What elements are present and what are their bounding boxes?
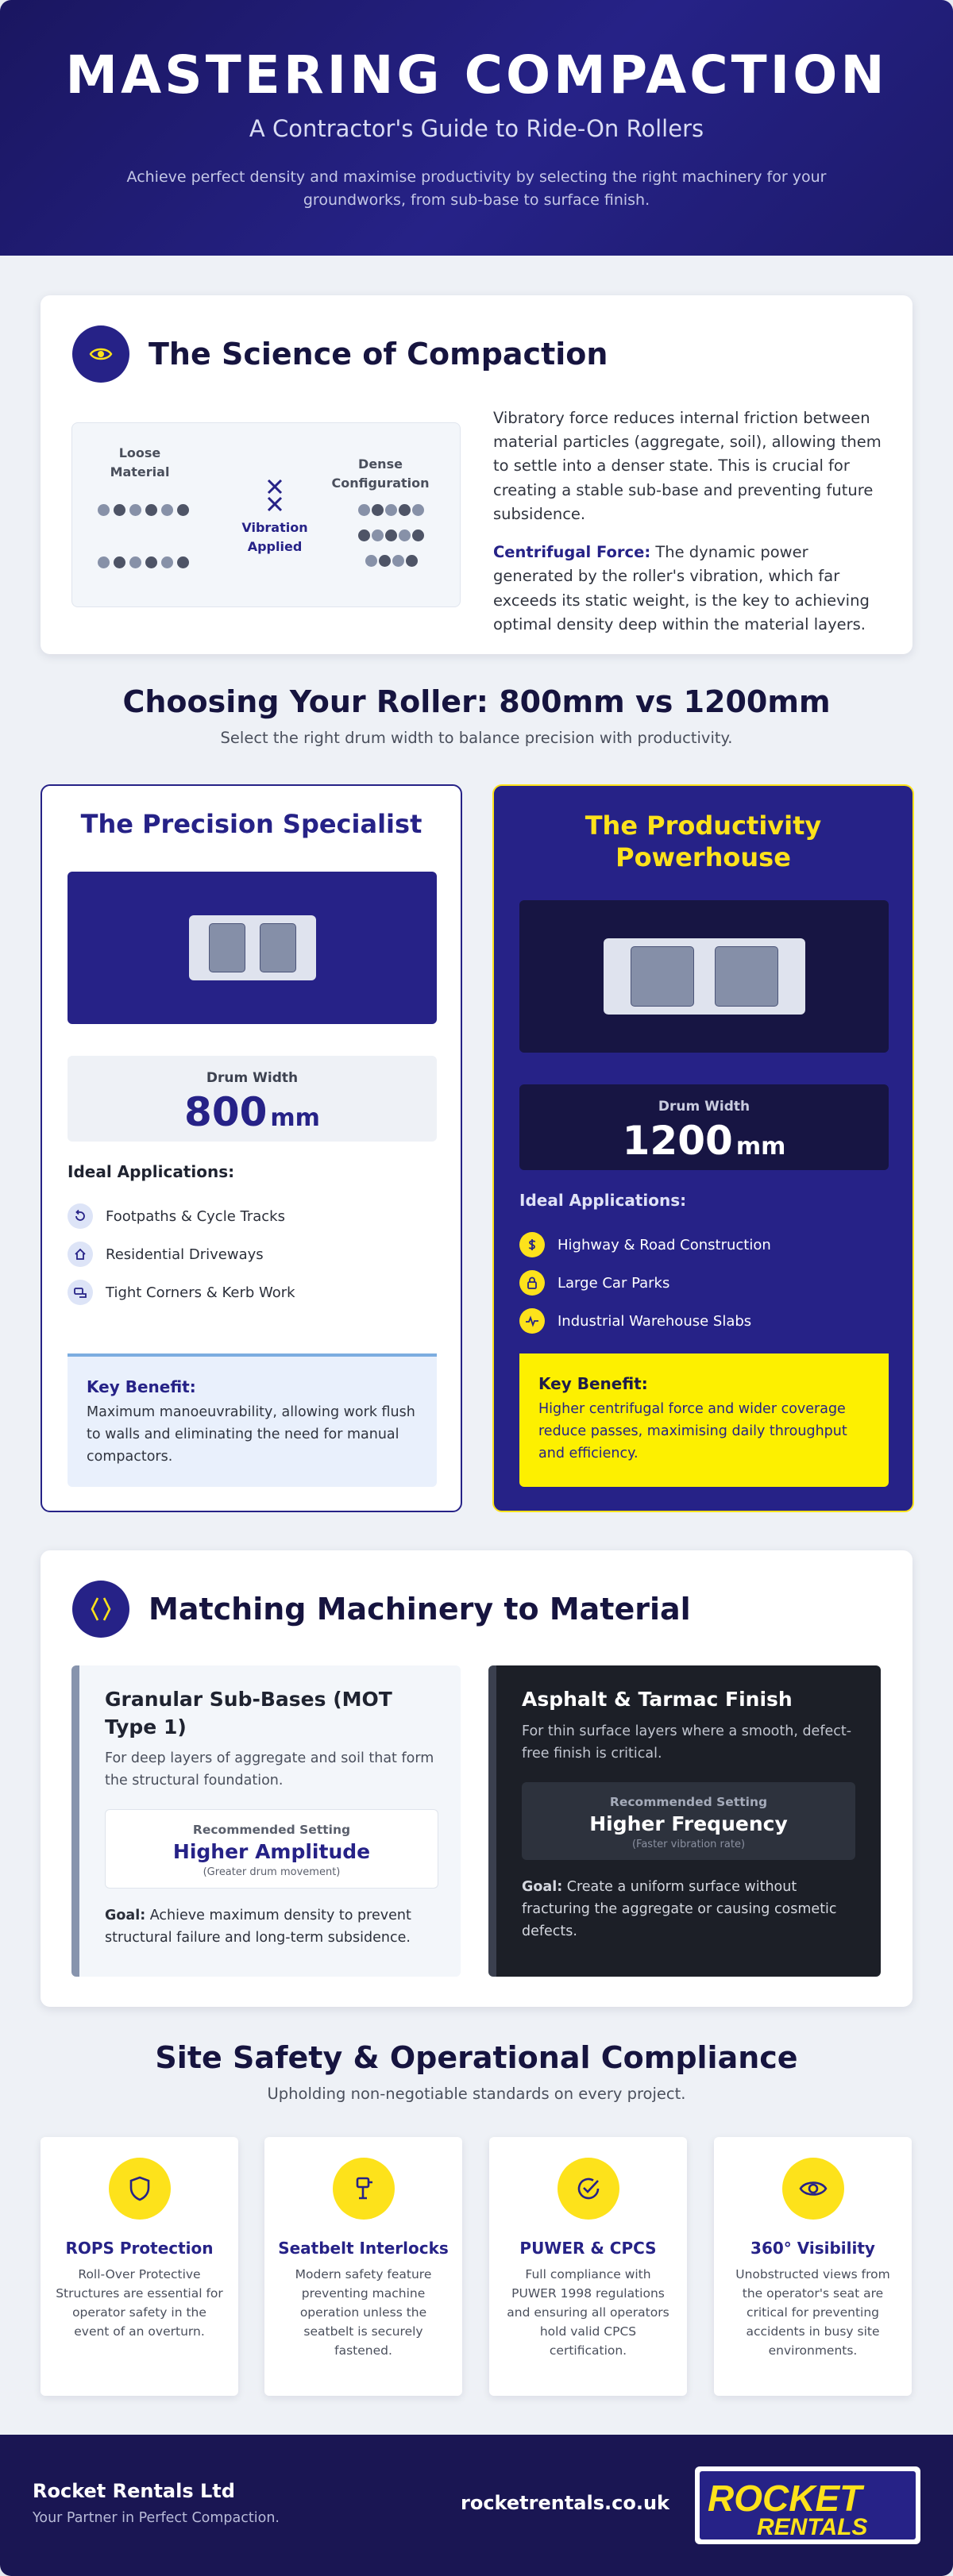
safety-card-seatbelt xyxy=(264,2137,462,2396)
goal-label: Goal: xyxy=(105,1908,146,1923)
list-item xyxy=(68,1235,295,1273)
centrifugal-label: Centrifugal Force: xyxy=(493,543,651,562)
drum-width-unit: mm xyxy=(735,1133,786,1161)
productivity-title: The Productivity Powerhouse xyxy=(585,811,822,872)
footer xyxy=(0,2435,953,2576)
compaction-diagram xyxy=(71,422,461,607)
recommended-label: Recommended Setting xyxy=(609,1794,768,1809)
logo-text-rentals: RENTALS xyxy=(757,2514,868,2539)
particle xyxy=(129,504,141,516)
loop-arrow-icon xyxy=(68,1203,93,1229)
safety-card-title: 360° Visibility xyxy=(750,2239,875,2258)
safety-card-title: ROPS Protection xyxy=(65,2239,214,2258)
choosing-title: Choosing Your Roller: 800mm vs 1200mm xyxy=(122,684,831,719)
particle xyxy=(358,529,370,541)
productivity-roller-card xyxy=(492,784,914,1512)
particle xyxy=(114,556,125,568)
roller-drum xyxy=(631,946,694,1007)
asphalt-description: For thin surface layers where a smooth, defect-free finish is critical. xyxy=(522,1723,852,1762)
centrifugal-text: The dynamic power generated by the roller's vibration, which far exceeds its static weight, is the key to achieving optimal density deep within the material layers. xyxy=(493,543,870,633)
recommended-label: Recommended Setting xyxy=(192,1823,351,1837)
eye-icon xyxy=(782,2158,844,2220)
application-label: Residential Driveways xyxy=(106,1246,264,1263)
science-card xyxy=(41,295,912,654)
page-title: MASTERING COMPACTION xyxy=(65,44,888,106)
lock-icon xyxy=(519,1270,545,1296)
key-benefit-label: Key Benefit: xyxy=(538,1374,648,1393)
goal-text: Create a uniform surface without fracturing the aggregate or causing cosmetic defects. xyxy=(522,1878,837,1939)
particle xyxy=(399,529,411,541)
safety-card-puwer xyxy=(489,2137,687,2396)
dollar-icon xyxy=(519,1232,545,1257)
application-label: Industrial Warehouse Slabs xyxy=(558,1312,752,1330)
particle xyxy=(379,555,391,567)
safety-card-rops xyxy=(41,2137,238,2396)
logo-text-rocket: ROCKET xyxy=(708,2478,862,2519)
dense-dots-row-1 xyxy=(358,504,424,516)
roller-frame xyxy=(189,915,316,980)
safety-card-title: PUWER & CPCS xyxy=(519,2239,657,2258)
recommended-setting-box xyxy=(105,1809,438,1889)
goal-label: Goal: xyxy=(522,1878,563,1895)
drum-width-label: Drum Width xyxy=(658,1099,750,1115)
logo-badge xyxy=(700,2471,916,2539)
granular-title: Granular Sub-Bases (MOT Type 1) xyxy=(105,1688,392,1739)
seatbelt-icon xyxy=(333,2158,395,2220)
vibration-applied-label: Vibration Applied xyxy=(241,520,308,554)
safety-subtitle: Upholding non-negotiable standards on every project. xyxy=(267,2085,686,2103)
applications-list xyxy=(68,1197,295,1311)
key-benefit-text: Maximum manoeuvrability, allowing work flush to walls and eliminating the need for manual compactors. xyxy=(87,1404,415,1465)
ideal-applications-heading: Ideal Applications: xyxy=(519,1191,687,1210)
asphalt-goal xyxy=(522,1876,855,1943)
science-text xyxy=(493,406,882,637)
list-item xyxy=(519,1264,771,1302)
pulse-icon xyxy=(519,1308,545,1334)
particle xyxy=(392,555,404,567)
particle xyxy=(114,504,125,516)
safety-card-text: Full compliance with PUWER 1998 regulations and ensuring all operators hold valid CPCS certification. xyxy=(507,2267,669,2358)
code-brackets-icon xyxy=(72,1581,129,1638)
particle xyxy=(412,529,424,541)
roller-800-illustration xyxy=(68,872,437,1024)
applications-list xyxy=(519,1226,771,1340)
dense-dots-row-3 xyxy=(365,555,418,567)
roller-frame xyxy=(604,938,805,1015)
particle xyxy=(145,504,157,516)
recommended-note: (Greater drum movement) xyxy=(203,1866,341,1878)
science-title: The Science of Compaction xyxy=(149,337,608,372)
roller-1200-illustration xyxy=(519,900,889,1053)
matching-card xyxy=(41,1550,912,2007)
particle xyxy=(161,556,173,568)
roller-drum xyxy=(715,946,778,1007)
hero-header xyxy=(0,0,953,256)
granular-description: For deep layers of aggregate and soil that form the structural foundation. xyxy=(105,1750,434,1789)
application-label: Footpaths & Cycle Tracks xyxy=(106,1207,285,1225)
loose-dots-row-2 xyxy=(98,556,189,568)
loose-dots-row-1 xyxy=(98,504,189,516)
application-label: Tight Corners & Kerb Work xyxy=(106,1284,295,1301)
key-benefit-box xyxy=(519,1353,889,1487)
company-name: Rocket Rentals Ltd xyxy=(33,2480,235,2502)
eye-icon xyxy=(72,325,129,383)
key-benefit-box xyxy=(68,1353,437,1487)
particle xyxy=(145,556,157,568)
key-benefit-label: Key Benefit: xyxy=(87,1377,196,1396)
precision-roller-card xyxy=(41,784,462,1512)
science-paragraph-2 xyxy=(493,541,882,637)
ideal-applications-heading: Ideal Applications: xyxy=(68,1162,235,1181)
page-description: Achieve perfect density and maximise productivity by selecting the right machinery for your groundworks, from sub-base to surface finish. xyxy=(126,168,827,210)
dense-config-label: Dense Configuration xyxy=(331,456,430,491)
page-subtitle: A Contractor's Guide to Ride-On Rollers xyxy=(249,115,704,142)
drum-width-number: 1200 xyxy=(622,1118,733,1164)
particle xyxy=(129,556,141,568)
particle xyxy=(177,504,189,516)
goal-text: Achieve maximum density to prevent structural failure and long-term subsidence. xyxy=(105,1908,411,1946)
particle xyxy=(358,504,370,516)
drum-width-label: Drum Width xyxy=(206,1070,299,1086)
recommended-setting-box xyxy=(522,1782,855,1860)
drum-width-value xyxy=(68,1089,437,1135)
drum-width-box xyxy=(68,1056,437,1142)
loose-material-label: Loose Material xyxy=(110,445,170,479)
corner-route-icon xyxy=(68,1280,93,1305)
particle xyxy=(98,556,110,568)
list-item xyxy=(68,1273,295,1311)
list-item xyxy=(519,1226,771,1264)
list-item xyxy=(68,1197,295,1235)
recommended-value: Higher Amplitude xyxy=(172,1840,371,1863)
granular-goal xyxy=(105,1904,435,1949)
matching-heading xyxy=(72,1581,881,1638)
check-circle-icon xyxy=(558,2158,619,2220)
particle xyxy=(161,504,173,516)
matching-title: Matching Machinery to Material xyxy=(149,1592,691,1627)
particle xyxy=(385,504,397,516)
house-icon xyxy=(68,1242,93,1267)
safety-title: Site Safety & Operational Compliance xyxy=(155,2040,798,2075)
particle xyxy=(98,504,110,516)
asphalt-panel xyxy=(488,1665,881,1977)
safety-card-visibility xyxy=(714,2137,912,2396)
shield-icon xyxy=(109,2158,171,2220)
particle xyxy=(177,556,189,568)
asphalt-title: Asphalt & Tarmac Finish xyxy=(522,1688,793,1711)
dense-dots-row-2 xyxy=(358,529,424,541)
drum-width-unit: mm xyxy=(270,1104,320,1132)
key-benefit-text: Higher centrifugal force and wider coverage reduce passes, maximising daily throughput and efficiency. xyxy=(538,1401,847,1461)
particle xyxy=(385,529,397,541)
particle xyxy=(372,504,384,516)
list-item xyxy=(519,1302,771,1340)
particle xyxy=(412,504,424,516)
granular-panel xyxy=(71,1665,461,1977)
science-paragraph-1: Vibratory force reduces internal friction between material particles (aggregate, soil), allowing them to settle into a denser state. This is crucial for creating a stable sub-base and preventing future subsidence. xyxy=(493,409,882,523)
safety-card-text: Modern safety feature preventing machine operation unless the seatbelt is securely fastened. xyxy=(295,2267,432,2358)
roller-drum xyxy=(209,923,245,972)
application-label: Large Car Parks xyxy=(558,1274,670,1292)
particle xyxy=(365,555,377,567)
vibration-arrows-icon xyxy=(251,477,299,517)
choosing-subtitle: Select the right drum width to balance precision with productivity. xyxy=(220,729,733,747)
recommended-value: Higher Frequency xyxy=(589,1812,788,1835)
particle xyxy=(372,529,384,541)
drum-width-value xyxy=(519,1118,889,1164)
drum-width-number: 800 xyxy=(184,1089,268,1135)
rocket-rentals-logo xyxy=(695,2466,920,2544)
particle xyxy=(406,555,418,567)
particle xyxy=(399,504,411,516)
safety-card-text: Roll-Over Protective Structures are essential for operator safety in the event of an overturn. xyxy=(56,2267,223,2339)
science-heading xyxy=(72,325,881,383)
logo-graphic xyxy=(700,2471,916,2539)
application-label: Highway & Road Construction xyxy=(558,1236,771,1253)
precision-title: The Precision Specialist xyxy=(80,809,422,839)
recommended-note: (Faster vibration rate) xyxy=(631,1838,746,1850)
roller-drum xyxy=(260,923,296,972)
safety-card-text: Unobstructed views from the operator's seat are critical for preventing accidents in busy site environments. xyxy=(735,2267,890,2358)
website-link[interactable]: rocketrentals.co.uk xyxy=(461,2492,669,2514)
drum-width-box xyxy=(519,1084,889,1170)
safety-card-title: Seatbelt Interlocks xyxy=(278,2239,449,2258)
company-tagline: Your Partner in Perfect Compaction. xyxy=(33,2510,280,2526)
